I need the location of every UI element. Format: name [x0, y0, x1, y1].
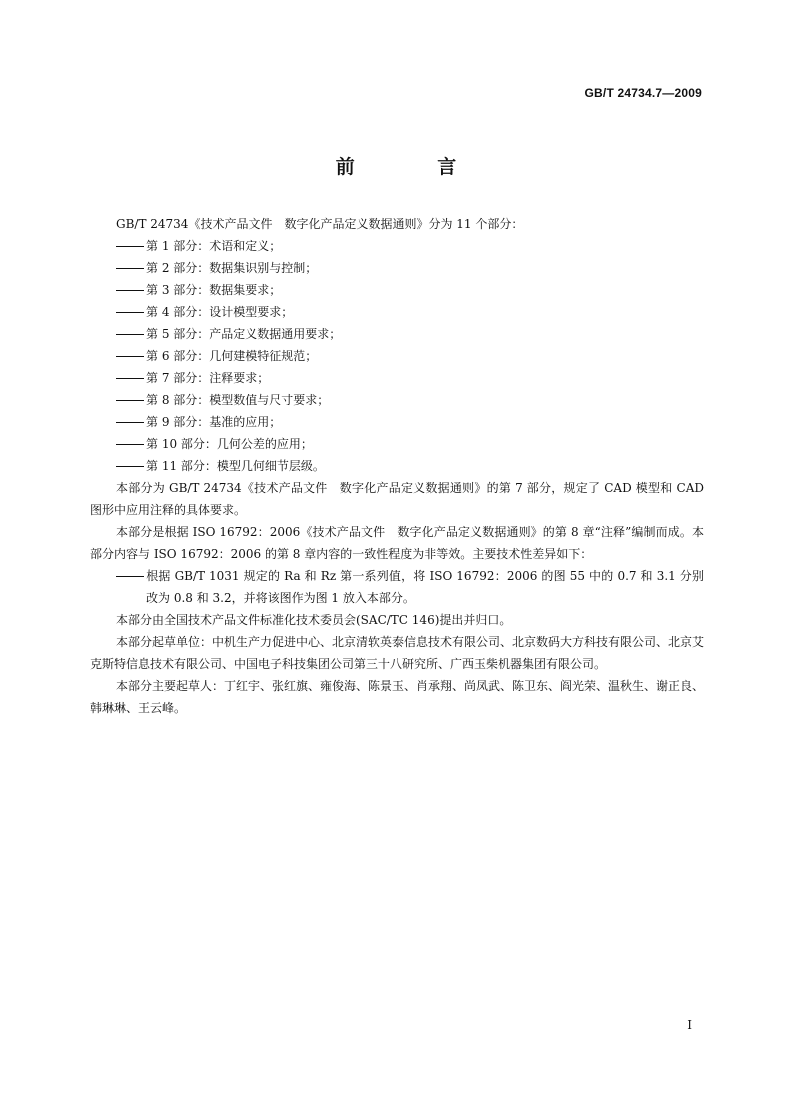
drafting-units-paragraph: 本部分起草单位：中机生产力促进中心、北京清软英泰信息技术有限公司、北京数码大方科技有限公司、北京艾克斯特信息技术有限公司、中国电子科技集团公司第三十八研究所、广西玉柴机器集团有限公司。	[90, 635, 705, 671]
list-item: 第 5 部分：产品定义数据通用要求；	[90, 323, 704, 345]
em-dash-mark	[116, 246, 144, 247]
list-item: 第 2 部分：数据集识别与控制；	[90, 257, 704, 279]
list-item: 第 11 部分：模型几何细节层级。	[90, 455, 704, 477]
difference-item: 根据 GB/T 1031 规定的 Ra 和 Rz 第一系列值，将 ISO 16792：2006 的图 55 中的 0.7 和 3.1 分别改为 0.8 和 3.2，并将该图作为图 1 放入本部分。	[90, 565, 704, 609]
list-item: 第 1 部分：术语和定义；	[90, 235, 704, 257]
foreword-body	[90, 213, 704, 719]
em-dash-mark	[116, 576, 144, 577]
page-number: I	[687, 1018, 692, 1032]
em-dash-mark	[116, 444, 144, 445]
list-item: 第 7 部分：注释要求；	[90, 367, 704, 389]
em-dash-mark	[116, 334, 144, 335]
drafters-paragraph: 本部分主要起草人：丁红宇、张红旗、雍俊海、陈景玉、肖承翔、尚凤武、陈卫东、阎光荣、温秋生、谢正良、韩琳琳、王云峰。	[90, 679, 705, 715]
em-dash-mark	[116, 378, 144, 379]
em-dash-mark	[116, 400, 144, 401]
em-dash-mark	[116, 312, 144, 313]
em-dash-mark	[116, 422, 144, 423]
intro-paragraph: GB/T 24734《技术产品文件 数字化产品定义数据通则》分为 11 个部分：	[116, 217, 524, 231]
em-dash-mark	[116, 356, 144, 357]
em-dash-mark	[116, 466, 144, 467]
list-item: 第 6 部分：几何建模特征规范；	[90, 345, 704, 367]
list-item: 第 8 部分：模型数值与尺寸要求；	[90, 389, 704, 411]
em-dash-mark	[116, 290, 144, 291]
page-title: 前 言	[335, 156, 495, 178]
standard-code-header: GB/T 24734.7—2009	[584, 86, 702, 100]
list-item: 第 10 部分：几何公差的应用；	[90, 433, 704, 455]
list-item: 第 3 部分：数据集要求；	[90, 279, 704, 301]
list-item: 第 9 部分：基准的应用；	[90, 411, 704, 433]
list-item: 第 4 部分：设计模型要求；	[90, 301, 704, 323]
proposer-paragraph: 本部分由全国技术产品文件标准化技术委员会(SAC/TC 146)提出并归口。	[116, 613, 512, 627]
scope-paragraph: 本部分为 GB/T 24734《技术产品文件 数字化产品定义数据通则》的第 7 部分，规定了 CAD 模型和 CAD 图形中应用注释的具体要求。	[90, 481, 704, 517]
parts-list	[90, 235, 704, 477]
em-dash-mark	[116, 268, 144, 269]
basis-paragraph: 本部分是根据 ISO 16792：2006《技术产品文件 数字化产品定义数据通则》的第 8 章“注释”编制而成。本部分内容与 ISO 16792：2006 的第 8 章内容的一致性程度为非等效。主要技术性差异如下：	[90, 525, 704, 561]
